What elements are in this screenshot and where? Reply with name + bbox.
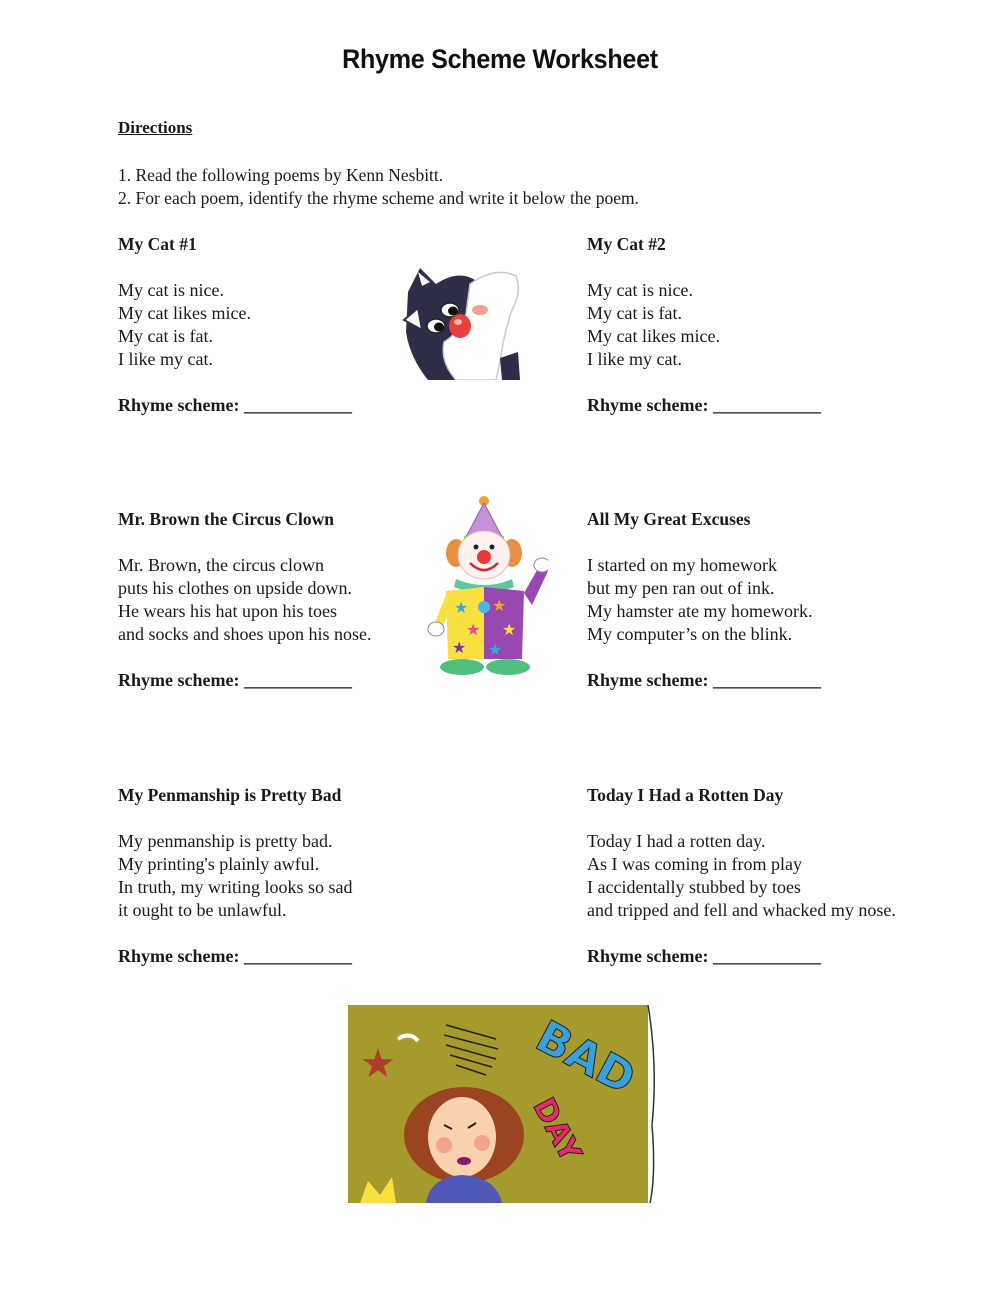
poem-title: My Cat #1 [118, 234, 197, 254]
clown-shoe [486, 659, 530, 675]
svg-text:★: ★ [454, 598, 469, 617]
clown-eye [474, 545, 479, 550]
poem-line: He wears his hat upon his toes [118, 601, 337, 621]
circus-clown-illustration [426, 495, 548, 681]
cheek [474, 1135, 490, 1151]
svg-text:BAD: BAD [527, 1010, 644, 1105]
svg-text:★: ★ [452, 638, 467, 657]
svg-text:★: ★ [492, 596, 507, 615]
poem-my-cat-1 [118, 233, 352, 417]
poem-line: it ought to be unlawful. [118, 900, 287, 920]
directions-heading: Directions [118, 118, 193, 137]
poem-title: My Cat #2 [587, 234, 666, 254]
poem-line: Today I had a rotten day. [587, 831, 766, 851]
poem-line: My cat is nice. [587, 280, 693, 300]
rhyme-scheme-blank[interactable]: Rhyme scheme: ____________ [118, 670, 352, 690]
poem-line: My penmanship is pretty bad. [118, 831, 333, 851]
clown-glove [428, 622, 444, 636]
poem-line: My cat is nice. [118, 280, 224, 300]
clown-shoe [440, 659, 484, 675]
cat-pupil [448, 307, 458, 316]
svg-text:★: ★ [488, 640, 503, 659]
scribble-edge [648, 1005, 654, 1203]
rhyme-scheme-blank[interactable]: Rhyme scheme: ____________ [118, 395, 352, 415]
poem-penmanship [118, 784, 353, 968]
cat-nose [449, 314, 471, 338]
cheek [436, 1137, 452, 1153]
clown-glove [534, 558, 548, 572]
page-title: Rhyme Scheme Worksheet [342, 44, 658, 74]
svg-text:★: ★ [502, 620, 517, 639]
cat-nose-highlight [454, 319, 462, 325]
directions-list [118, 164, 639, 210]
poem-my-cat-2 [587, 233, 821, 417]
poem-rotten-day [587, 784, 896, 968]
cat-pupil [434, 323, 444, 332]
poem-mr-brown [118, 508, 371, 692]
poem-line: My cat likes mice. [118, 303, 251, 323]
poem-title: All My Great Excuses [587, 509, 751, 529]
poem-line: I like my cat. [587, 349, 682, 369]
poem-title: Today I Had a Rotten Day [587, 785, 784, 805]
poem-title: Mr. Brown the Circus Clown [118, 509, 335, 529]
cartoon-cat-illustration [400, 262, 522, 380]
poem-line: Mr. Brown, the circus clown [118, 555, 324, 575]
poem-line: My cat is fat. [587, 303, 682, 323]
poem-line: puts his clothes on upside down. [118, 578, 352, 598]
cat-body-dark [500, 352, 520, 380]
poem-line: I accidentally stubbed by toes [587, 877, 801, 897]
poem-great-excuses [587, 508, 821, 692]
clown-nose [477, 550, 491, 564]
poem-line: My hamster ate my homework. [587, 601, 813, 621]
poem-line: In truth, my writing looks so sad [118, 877, 353, 897]
poem-line: My cat is fat. [118, 326, 213, 346]
direction-item: 1. Read the following poems by Kenn Nesbitt. [118, 165, 444, 185]
clown-eye [490, 545, 495, 550]
bad-day-illustration [346, 1005, 662, 1205]
direction-item: 2. For each poem, identify the rhyme scheme and write it below the poem. [118, 188, 639, 208]
poem-line: My cat likes mice. [587, 326, 720, 346]
cat-tongue [472, 305, 488, 315]
poem-line: and tripped and fell and whacked my nose. [587, 900, 896, 920]
rhyme-scheme-blank[interactable]: Rhyme scheme: ____________ [587, 670, 821, 690]
star-icon: ★ [360, 1041, 396, 1087]
mouth [457, 1157, 471, 1165]
svg-text:★: ★ [466, 620, 481, 639]
poem-line: I started on my homework [587, 555, 777, 575]
poem-line: My printing's plainly awful. [118, 854, 320, 874]
svg-text:DAY: DAY [525, 1092, 588, 1168]
clown-button [478, 601, 490, 613]
rhyme-scheme-blank[interactable]: Rhyme scheme: ____________ [587, 946, 821, 966]
poem-line: As I was coming in from play [587, 854, 802, 874]
rhyme-scheme-blank[interactable]: Rhyme scheme: ____________ [587, 395, 821, 415]
poem-line: My computer’s on the blink. [587, 624, 793, 644]
rhyme-scheme-blank[interactable]: Rhyme scheme: ____________ [118, 946, 352, 966]
poem-line: but my pen ran out of ink. [587, 578, 775, 598]
poem-line: and socks and shoes upon his nose. [118, 624, 372, 644]
poem-line: I like my cat. [118, 349, 213, 369]
poem-title: My Penmanship is Pretty Bad [118, 785, 342, 805]
